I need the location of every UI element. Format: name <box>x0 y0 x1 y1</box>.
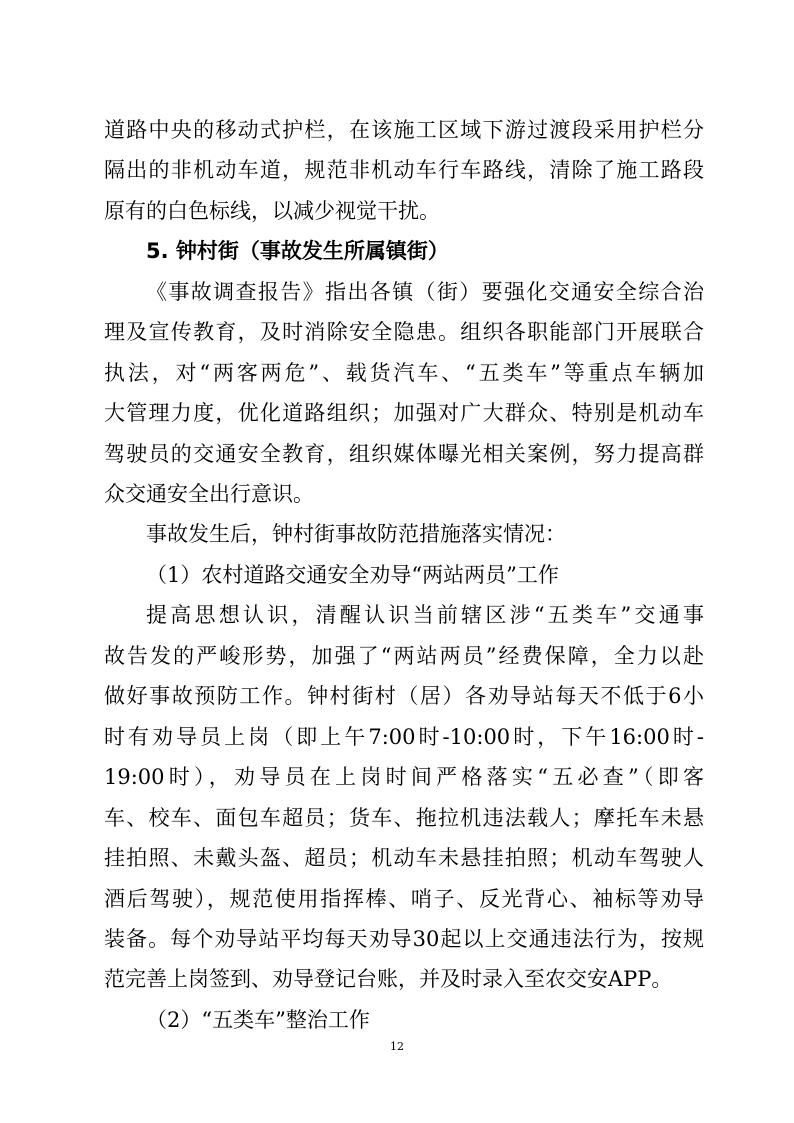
paragraph-1-line-2: 隔出的非机动车道，规范非机动车行车路线，清除了施工路段 <box>104 158 704 182</box>
subheading-2: （2）“五类车”整治工作 <box>146 1008 370 1032</box>
paragraph-1-line-3: 原有的白色标线，以减少视觉干扰。 <box>104 199 440 223</box>
paragraph-4-line-6: 车、校车、面包车超员；货车、拖拉机违法载人；摩托车未悬 <box>104 806 704 830</box>
section-heading-5: 5. 钟村街（事故发生所属镇街） <box>146 239 449 263</box>
paragraph-2-line-2: 理及宣传教育，及时消除安全隐患。组织各职能部门开展联合 <box>104 320 704 344</box>
paragraph-4-line-4: 时有劝导员上岗（即上午7:00时-10:00时，下午16:00时- <box>104 725 704 749</box>
paragraph-4-line-8: 酒后驾驶），规范使用指挥棒、哨子、反光背心、袖标等劝导 <box>104 887 704 911</box>
paragraph-3: 事故发生后，钟村街事故防范措施落实情况： <box>146 522 566 546</box>
paragraph-2-line-3: 执法，对“两客两危”、载货汽车、“五类车”等重点车辆加 <box>104 361 704 385</box>
subheading-1: （1）农村道路交通安全劝导“两站两员”工作 <box>146 563 559 587</box>
paragraph-4-line-1: 提高思想认识，清醒认识当前辖区涉“五类车”交通事 <box>146 603 704 627</box>
paragraph-4-line-7: 挂拍照、未戴头盔、超员；机动车未悬挂拍照；机动车驾驶人 <box>104 846 704 870</box>
paragraph-2-line-1: 《事故调查报告》指出各镇（街）要强化交通安全综合治 <box>146 280 704 304</box>
paragraph-4-line-9: 装备。每个劝导站平均每天劝导30起以上交通违法行为，按规 <box>104 927 704 951</box>
paragraph-2-line-5: 驾驶员的交通安全教育，组织媒体曝光相关案例，努力提高群 <box>104 442 704 466</box>
paragraph-4-line-2: 故告发的严峻形势，加强了“两站两员”经费保障，全力以赴 <box>104 644 704 668</box>
paragraph-4-line-3: 做好事故预防工作。钟村街村（居）各劝导站每天不低于6小 <box>104 684 704 708</box>
page-number: 12 <box>390 1040 404 1053</box>
paragraph-2-line-4: 大管理力度，优化道路组织；加强对广大群众、特别是机动车 <box>104 401 704 425</box>
paragraph-4-line-10: 范完善上岗签到、劝导登记台账，并及时录入至农交安APP。 <box>104 967 673 991</box>
paragraph-4-line-5: 19:00时），劝导员在上岗时间严格落实“五必查”（即客 <box>104 765 704 789</box>
paragraph-2-line-6: 众交通安全出行意识。 <box>104 482 314 506</box>
paragraph-1-line-1: 道路中央的移动式护栏，在该施工区域下游过渡段采用护栏分 <box>104 118 704 142</box>
